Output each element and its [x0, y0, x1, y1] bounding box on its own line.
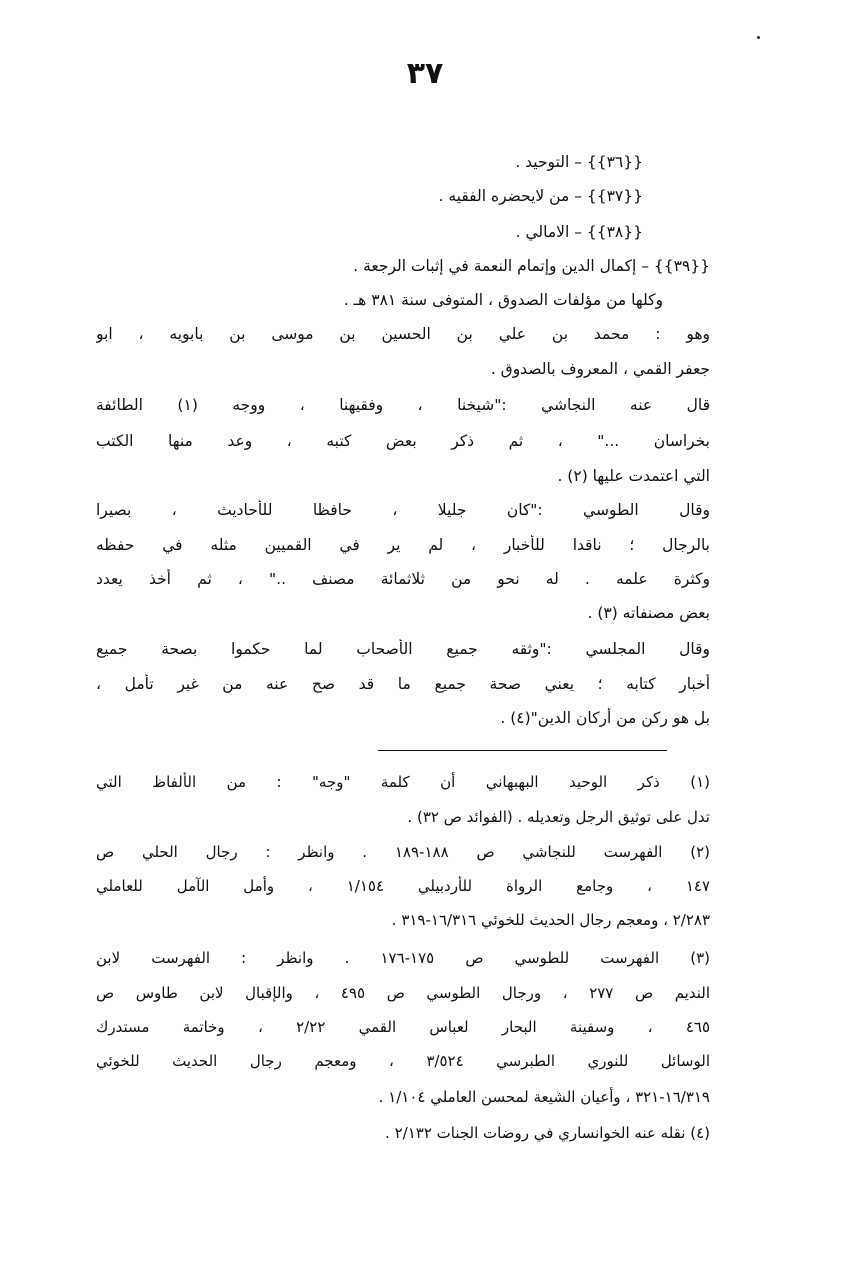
footnote-line: (٤) نقله عنه الخوانساري في روضات الجنات ٢/١٣٢ . [385, 1124, 710, 1142]
footnote-line: ٢/٢٨٣ ، ومعجم رجال الحديث للخوئي ١٦/٣١٦-٣١٩ . [391, 911, 710, 929]
list-item: {{٣٧}} – من لايحضره الفقيه . [438, 187, 643, 205]
body-line: جعفر القمي ، المعروف بالصدوق . [490, 360, 710, 378]
body-line: أخبار كتابه ؛ يعني صحة جميع ما قد صح عنه من غير تأمل ، [96, 675, 710, 693]
body-line: وكثرة علمه . له نحو من ثلاثمائة مصنف .." ، ثم أخذ يعدد [96, 570, 710, 588]
footnote-line: (٣) الفهرست للطوسي ص ١٧٥-١٧٦ . وانظر : الفهرست لابن [96, 949, 710, 967]
page-number: ٣٧ [406, 56, 444, 91]
body-line: وكلها من مؤلفات الصدوق ، المتوفى سنة ٣٨١ هـ . [343, 291, 663, 309]
body-line: بخراسان ..." ، ثم ذكر بعض كتبه ، وعد منها الكتب [96, 432, 710, 450]
footnote-line: ١٤٧ ، وجامع الرواة للأردبيلي ١/١٥٤ ، وأمل الآمل للعاملي [96, 877, 710, 895]
footnote-separator [378, 750, 667, 751]
footnote-line: الوسائل للنوري الطبرسي ٣/٥٢٤ ، ومعجم رجال الحديث للخوئي [96, 1052, 710, 1070]
body-line: وهو : محمد بن علي بن الحسين بن موسى بن بابويه ، ابو [96, 325, 710, 343]
scan-speck [757, 36, 760, 39]
body-line: وقال المجلسي :"وثقه جميع الأصحاب لما حكموا بصحة جميع [96, 640, 710, 658]
body-line: قال عنه النجاشي :"شيخنا ، وفقيهنا ، ووجه (١) الطائفة [96, 396, 710, 414]
footnote-line: ٤٦٥ ، وسفينة البحار لعباس القمي ٢/٢٢ ، وخاتمة مستدرك [96, 1018, 710, 1036]
body-line: بالرجال ؛ ناقدا للأخبار ، لم ير في القميين مثله في حفظه [96, 536, 710, 554]
list-item: {{٣٨}} – الامالي . [515, 223, 643, 241]
list-item: {{٣٩}} – إكمال الدين وإتمام النعمة في إثبات الرجعة . [353, 257, 710, 275]
footnote-line: النديم ص ٢٧٧ ، ورجال الطوسي ص ٤٩٥ ، والإقبال لابن طاوس ص [96, 984, 710, 1002]
body-line: وقال الطوسي :"كان جليلا ، حافظا للأحاديث ، بصيرا [96, 501, 710, 519]
body-line: التي اعتمدت عليها (٢) . [557, 467, 710, 485]
footnote-line: ١٦/٣١٩-٣٢١ ، وأعيان الشيعة لمحسن العاملي ١/١٠٤ . [378, 1088, 710, 1106]
footnote-line: (١) ذكر الوحيد البهبهاني أن كلمة "وجه" : من الألفاظ التي [96, 773, 710, 791]
list-item: {{٣٦}} – التوحيد . [515, 153, 643, 171]
footnote-line: تدل على توثيق الرجل وتعديله . (الفوائد ص ٣٢) . [407, 808, 710, 826]
body-line: بعض مصنفاته (٣) . [587, 604, 710, 622]
body-line: بل هو ركن من أركان الدين"(٤) . [500, 709, 710, 727]
footnote-line: (٢) الفهرست للنجاشي ص ١٨٨-١٨٩ . وانظر : رجال الحلي ص [96, 843, 710, 861]
